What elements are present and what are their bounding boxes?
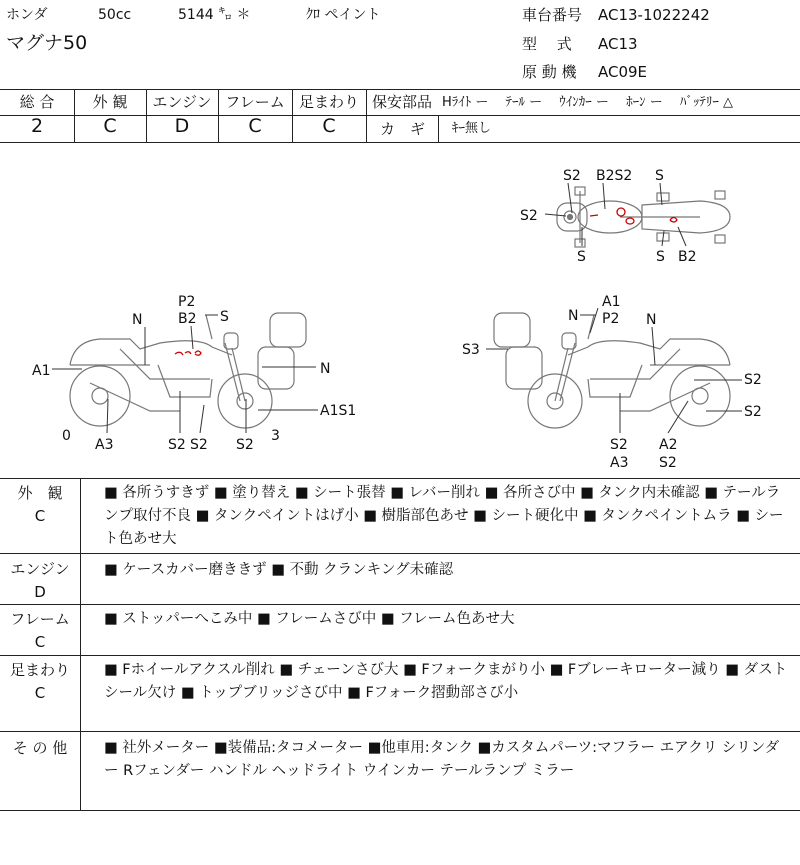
mileage: 5144 ㌔ ＊	[178, 7, 251, 23]
section-title-frame: フレーム	[10, 610, 70, 628]
lv-label-s2-a: S2	[168, 437, 186, 453]
safety-label: 保安部品	[372, 93, 433, 111]
lv-label-3: 3	[271, 428, 280, 444]
key-label: カ ギ	[380, 120, 426, 138]
section-text-other: ■ 社外メーター ■装備品:タコメーター ■他車用:タンク ■カスタムパーツ:マフラー エアクリ シリンダー Rフェンダー ハンドル ヘッドライト ウインカー テールランプ ミラー	[104, 740, 780, 779]
lv-label-p2: P2	[178, 294, 196, 310]
section-title-suspension: 足まわり	[9, 661, 70, 679]
color: ｸﾛ ペイント	[306, 7, 381, 23]
model-name: マグナ50	[6, 32, 88, 54]
damage-diagram	[0, 143, 800, 478]
grade-total: 2	[30, 115, 44, 137]
rv-label-s2-a: S2	[744, 372, 762, 388]
table-top-border	[0, 89, 800, 90]
grade-header-engine: エンジン	[152, 93, 212, 111]
section-grade-exterior: C	[34, 507, 46, 525]
frame-no: AC13-1022242	[598, 6, 710, 24]
engine-value: AC09E	[598, 63, 648, 81]
rv-label-s2-b: S2	[744, 404, 762, 420]
right-side-bike	[494, 313, 730, 428]
lv-label-a3: A3	[95, 437, 114, 453]
section-title-exterior: 外 観	[17, 484, 63, 502]
lv-label-a1: A1	[32, 363, 51, 379]
left-side-bike	[70, 313, 306, 428]
section-text-suspension: ■ Fホイールアクスル削れ ■ チェーンさび大 ■ Fフォークまがり小 ■ Fブレーキローター減り ■ ダストシール欠け ■ トップブリッジさび中 ■ Fフォーク摺動部さび小	[104, 662, 788, 701]
rv-label-s2-d: S2	[659, 455, 677, 471]
lv-label-s2-b: S2	[190, 437, 208, 453]
section-title-engine: エンジン	[10, 560, 70, 578]
rv-label-a1: A1	[602, 294, 621, 310]
tv-label-s-b: S	[577, 249, 586, 265]
lv-label-b2: B2	[178, 311, 197, 327]
grade-engine: D	[174, 115, 190, 137]
section-text-exterior: ■ 各所うすきず ■ 塗り替え ■ シート張替 ■ レバー削れ ■ 各所さび中 ■ タンク内未確認 ■ テールランプ取付不良 ■ タンクペイントはげ小 ■ 樹脂部色あせ ■ シート硬化中 ■ タンクペイントムラ ■ シート色あせ大	[104, 485, 784, 547]
lv-label-s: S	[220, 309, 229, 325]
tv-label-s-a: S	[655, 168, 664, 184]
tv-label-s2-b: S2	[520, 208, 538, 224]
grade-suspension: C	[322, 115, 336, 137]
section-grade-engine: D	[34, 583, 46, 601]
tv-label-b2s2: B2S2	[596, 168, 633, 184]
section-text-frame: ■ ストッパーへこみ中 ■ フレームさび中 ■ フレーム色あせ大	[104, 611, 515, 627]
frame-no-label: 車台番号	[522, 6, 583, 24]
displacement: 50cc	[98, 7, 132, 23]
tv-label-s-c: S	[656, 249, 665, 265]
safety-divider	[366, 115, 800, 116]
tv-label-b2: B2	[678, 249, 697, 265]
grade-exterior: C	[103, 115, 117, 137]
grade-header-frame: フレーム	[225, 93, 285, 111]
grade-header-total: 総 合	[19, 93, 55, 111]
lv-label-n-a: N	[132, 312, 143, 328]
engine-label: 原 動 機	[522, 63, 577, 81]
red-marks	[175, 208, 677, 355]
top-view-bike	[557, 187, 730, 247]
section-grade-suspension: C	[34, 684, 46, 702]
section-grade-frame: C	[34, 633, 46, 651]
rv-label-a3: A3	[610, 455, 629, 471]
type-label: 型 式	[522, 35, 572, 53]
lv-label-a1s1: A1S1	[320, 403, 357, 419]
maker: ホンダ	[6, 7, 48, 23]
rv-label-p2: P2	[602, 311, 620, 327]
grade-frame: C	[248, 115, 262, 137]
rv-label-s2-c: S2	[610, 437, 628, 453]
right-view-labels	[462, 294, 762, 471]
lv-label-0: 0	[62, 428, 71, 444]
grade-header-suspension: 足まわり	[298, 93, 359, 111]
rv-label-n-b: N	[646, 312, 657, 328]
type-value: AC13	[598, 35, 638, 53]
section-column-divider	[80, 478, 81, 810]
rv-label-a2: A2	[659, 437, 678, 453]
section-text-engine: ■ ケースカバー磨ききず ■ 不動 クランキング未確認	[104, 562, 454, 578]
lv-label-n-b: N	[320, 361, 331, 377]
grade-header-exterior: 外 観	[92, 93, 128, 111]
rv-label-n-a: N	[568, 308, 579, 324]
safety-items: Hﾗｲﾄ ー ﾃｰﾙ ー ｳｲﾝｶｰ ー ﾎｰﾝ ー ﾊﾞｯﾃﾘｰ △	[442, 95, 733, 110]
lv-label-s2-c: S2	[236, 437, 254, 453]
rv-label-s3: S3	[462, 342, 480, 358]
tv-label-s2-a: S2	[563, 168, 581, 184]
key-value: ｷｰ無し	[452, 121, 492, 136]
section-title-other: そ の 他	[12, 739, 68, 757]
